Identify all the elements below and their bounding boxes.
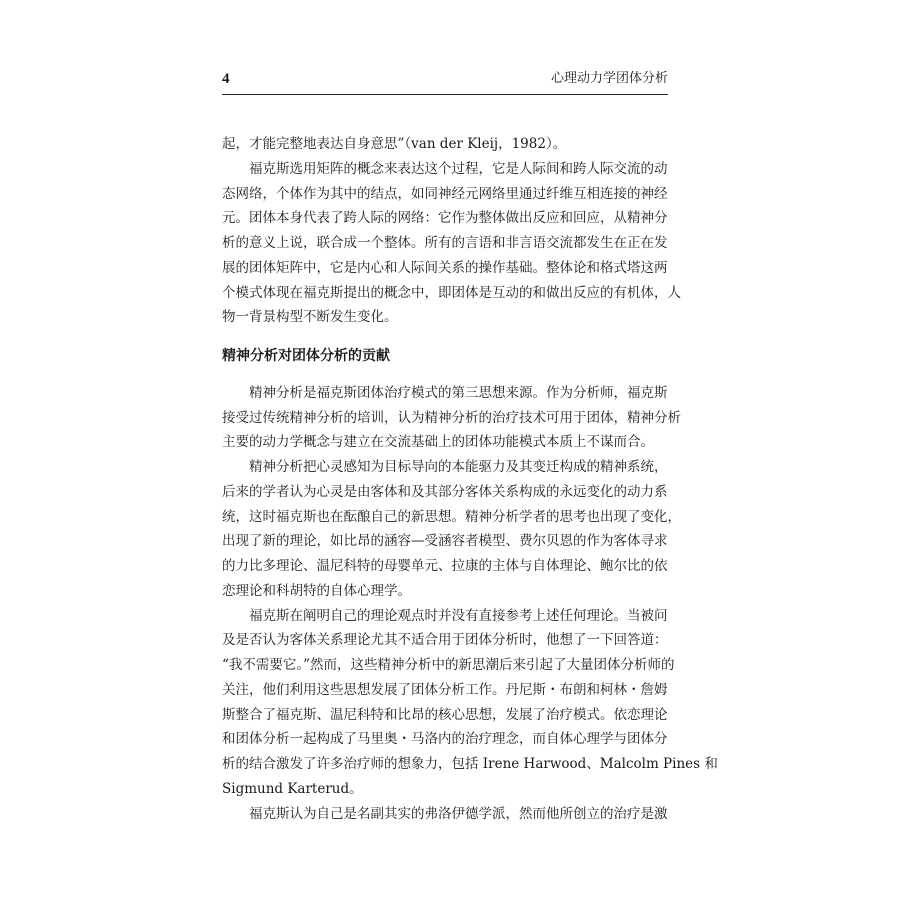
page-number: 4 <box>222 71 230 87</box>
section-heading: 精神分析对团体分析的贡献 <box>222 348 390 364</box>
paragraph-first-line: 精神分析是福克斯团体治疗模式的第三思想来源。作为分析师，福克斯 <box>249 384 668 401</box>
text-line: 主要的动力学概念与建立在交流基础上的团体功能模式本质上不谋而合。 <box>222 434 654 451</box>
text-line: 物一背景构型不断发生变化。 <box>222 309 398 326</box>
text-line: 关注，他们利用这些思想发展了团体分析工作。丹尼斯・布朗和柯林・詹姆 <box>222 681 668 698</box>
text-line: 统，这时福克斯也在酝酿自己的新思想。精神分析学者的思考也出现了变化， <box>222 508 681 525</box>
text-line: 斯整合了福克斯、温尼科特和比昂的核心思想，发展了治疗模式。依恋理论 <box>222 706 668 723</box>
text-line: 及是否认为客体关系理论尤其不适合用于团体分析时，他想了一下回答道： <box>222 632 668 649</box>
text-line: 元。团体本身代表了跨人际的网络：它作为整体做出反应和回应，从精神分 <box>222 210 668 227</box>
text-line: “我不需要它。”然而，这些精神分析中的新思潮后来引起了大量团体分析师的 <box>222 657 675 673</box>
text-line: 恋理论和科胡特的自体心理学。 <box>222 582 411 599</box>
text-line: 析的意义上说，联合成一个整体。所有的言语和非言语交流都发生在正在发 <box>222 235 668 251</box>
text-line: 析的结合激发了许多治疗师的想象力，包括 Irene Harwood、Malcolm Pines 和 <box>222 756 718 772</box>
paragraph-first-line: 福克斯选用矩阵的概念来表达这个过程，它是人际间和跨人际交流的动 <box>249 160 668 177</box>
paragraph-first-line: 精神分析把心灵感知为目标导向的本能驱力及其变迁构成的精神系统， <box>249 459 668 475</box>
body-text <box>222 132 718 826</box>
paragraph-first-line: 福克斯认为自己是名副其实的弗洛伊德学派，然而他所创立的治疗是激 <box>249 805 668 822</box>
header-rule <box>222 94 668 95</box>
book-title: 心理动力学团体分析 <box>550 71 668 86</box>
running-header <box>222 70 668 94</box>
paragraph-first-line: 福克斯在阐明自己的理论观点时并没有直接参考上述任何理论。当被问 <box>249 607 668 624</box>
text-line: 的力比多理论、温尼科特的母婴单元、拉康的主体与自体理论、鲍尔比的依 <box>222 558 668 574</box>
text-line: 展的团体矩阵中，它是内心和人际间关系的操作基础。整体论和格式塔这两 <box>222 259 668 276</box>
text-line: 个模式体现在福克斯提出的概念中，即团体是互动的和做出反应的有机体，人 <box>222 284 681 301</box>
text-line: 出现了新的理论，如比昂的涵容—受涵容者模型、费尔贝恩的作为客体寻求 <box>222 533 668 550</box>
text-line: 后来的学者认为心灵是由客体和及其部分客体关系构成的永远变化的动力系 <box>222 483 668 500</box>
text-line: Sigmund Karterud。 <box>222 780 363 797</box>
text-line: 接受过传统精神分析的培训，认为精神分析的治疗技术可用于团体，精神分析 <box>222 409 681 426</box>
text-line: 态网络，个体作为其中的结点，如同神经元网络里通过纤维互相连接的神经 <box>222 185 668 202</box>
text-line: 起，才能完整地表达自身意思”（van der Kleij，1982）。 <box>222 136 567 152</box>
text-line: 和团体分析一起构成了马里奥・马洛内的治疗理念，而自体心理学与团体分 <box>222 731 668 748</box>
